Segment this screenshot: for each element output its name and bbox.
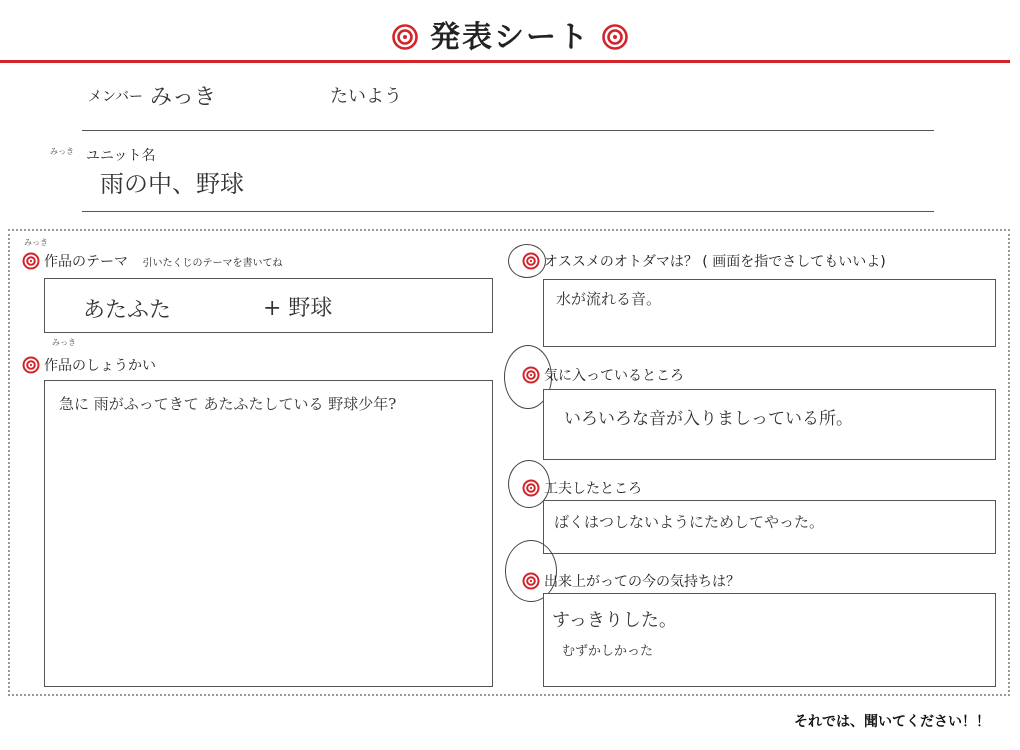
favorite-label: 気に入っているところ bbox=[544, 368, 684, 384]
footer-text: それでは、聞いてください！！ bbox=[794, 714, 990, 730]
feeling-box bbox=[543, 593, 996, 687]
theme-box bbox=[44, 278, 493, 333]
theme-ruby: みっき bbox=[24, 238, 48, 247]
intro-box bbox=[44, 380, 493, 687]
intro-ruby: みっき bbox=[52, 338, 76, 347]
member-name-1: みっき bbox=[150, 85, 217, 110]
swirl-icon bbox=[22, 356, 40, 374]
intro-label: 作品のしょうかい bbox=[44, 358, 156, 374]
swirl-icon bbox=[392, 24, 418, 50]
swirl-icon bbox=[522, 479, 540, 497]
sound-label: オススメのオトダマは？ ( 画面を指でさしてもいいよ) bbox=[544, 254, 886, 270]
page-title bbox=[0, 12, 1020, 56]
theme-value-left: あたふた bbox=[83, 298, 172, 323]
sound-heading bbox=[522, 251, 886, 271]
unit-ruby: みっき bbox=[50, 147, 74, 156]
intro-heading bbox=[22, 355, 156, 375]
member-underline bbox=[82, 130, 934, 131]
swirl-icon bbox=[522, 252, 540, 270]
favorite-box bbox=[543, 389, 996, 460]
effort-heading bbox=[522, 478, 642, 498]
title-divider bbox=[0, 60, 1010, 63]
swirl-icon bbox=[522, 366, 540, 384]
swirl-icon bbox=[22, 252, 40, 270]
unit-underline bbox=[82, 211, 934, 212]
unit-label: ユニット名 bbox=[86, 148, 156, 164]
intro-value: 急に 雨がふってきて あたふたしている 野球少年? bbox=[59, 395, 397, 413]
effort-value: ばくはつしないようにためしてやった。 bbox=[554, 513, 825, 531]
sound-value: 水が流れる音。 bbox=[556, 290, 662, 308]
member-name-2: たいよう bbox=[330, 86, 402, 107]
favorite-heading bbox=[522, 365, 684, 385]
theme-heading bbox=[22, 251, 282, 271]
feeling-label: 出来上がっての今の気持ちは？ bbox=[544, 574, 740, 590]
swirl-icon bbox=[602, 24, 628, 50]
theme-hint: 引いたくじのテーマを書いてね bbox=[142, 258, 283, 269]
feeling-value-line2: むずかしかった bbox=[562, 644, 654, 659]
member-label: メンバー bbox=[88, 89, 144, 105]
feeling-heading bbox=[522, 571, 740, 591]
title-text: 発表シート bbox=[430, 20, 590, 55]
effort-label: 工夫したところ bbox=[544, 481, 642, 497]
theme-label: 作品のテーマ bbox=[44, 254, 128, 270]
sound-box bbox=[543, 279, 996, 347]
feeling-value-line1: すっきりした。 bbox=[552, 610, 677, 631]
unit-name-value: 雨の中、野球 bbox=[100, 170, 244, 198]
effort-box bbox=[543, 500, 996, 554]
favorite-value: いろいろな音が入りましっている所。 bbox=[564, 409, 853, 429]
swirl-icon bbox=[522, 572, 540, 590]
theme-value-right: + 野球 bbox=[263, 296, 333, 321]
